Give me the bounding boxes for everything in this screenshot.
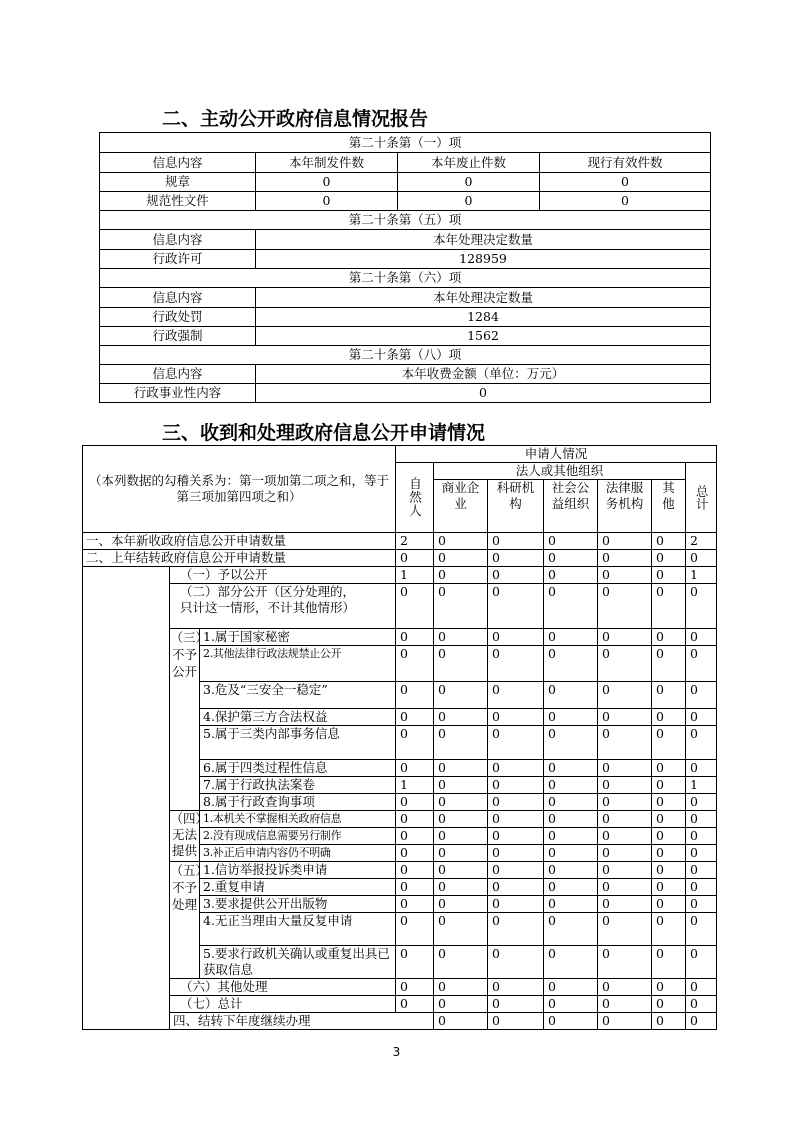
result-group-cell <box>83 567 170 1030</box>
cell-value: 0 <box>598 777 652 794</box>
group3-label <box>170 629 209 811</box>
cell-value: 0 <box>598 726 652 760</box>
cell-value: 0 <box>652 946 686 979</box>
cell-value: 0 <box>434 777 488 794</box>
row-label: （七）总计 <box>170 996 396 1013</box>
cell-value: 0 <box>396 584 434 629</box>
item-label: 6.属于四类过程性信息 <box>200 760 396 777</box>
cell-value: 0 <box>652 811 686 828</box>
cell-value: 0 <box>396 862 434 879</box>
cell-value: 0 <box>598 862 652 879</box>
cell-value: 0 <box>434 584 488 629</box>
cell-value: 0 <box>686 913 717 946</box>
row-new-label: 一、本年新收政府信息公开申请数量 <box>83 533 396 550</box>
item-label: 3.危及“三安全一稳定” <box>200 682 396 709</box>
cell-value: 0 <box>488 913 544 946</box>
col-header: 信息内容 <box>100 288 256 308</box>
cell-value: 0 <box>652 682 686 709</box>
item-label: 5.属于三类内部事务信息 <box>200 726 396 760</box>
natural-person-header <box>396 463 434 533</box>
cell-value: 0 <box>652 533 686 550</box>
col-header: 信息内容 <box>100 230 256 250</box>
cell-value: 0 <box>598 760 652 777</box>
col-header: 信息内容 <box>100 365 256 384</box>
cell-value: 0 <box>544 913 598 946</box>
cell-value: 0 <box>488 1013 544 1030</box>
cell-value: 0 <box>434 896 488 913</box>
cell-value: 0 <box>686 726 717 760</box>
application-table <box>82 445 717 1030</box>
cell-value: 0 <box>544 646 598 682</box>
cell-value: 0 <box>396 946 434 979</box>
cell-value: 0 <box>544 794 598 811</box>
cell-value: 0 <box>544 979 598 996</box>
section2-title: 二、主动公开政府信息情况报告 <box>162 108 429 130</box>
cell-value: 0 <box>652 845 686 862</box>
item-label: 8.属于行政查询事项 <box>200 794 396 811</box>
cell-value: 0 <box>598 629 652 646</box>
item-label: 1.本机关不掌握相关政府信息 <box>200 811 396 828</box>
cell-value: 0 <box>544 896 598 913</box>
cell-value: 1284 <box>256 308 711 327</box>
col-legal-service: 法律服务机构 <box>598 480 652 533</box>
col-header: 本年处理决定数量 <box>256 288 711 308</box>
cell-value: 0 <box>488 996 544 1013</box>
cell-value: 0 <box>488 794 544 811</box>
item-label: 2.没有现成信息需要另行制作 <box>200 828 396 845</box>
cell-value: 0 <box>544 709 598 726</box>
cell-value: 0 <box>488 646 544 682</box>
cell-value: 0 <box>434 1013 488 1030</box>
cell-value: 0 <box>396 760 434 777</box>
cell-value: 0 <box>488 584 544 629</box>
cell-value: 0 <box>396 845 434 862</box>
total-label: 总计 <box>694 485 710 510</box>
cell-value: 0 <box>488 550 544 567</box>
cell-value: 0 <box>686 828 717 845</box>
cell-value: 0 <box>544 760 598 777</box>
cell-value: 0 <box>686 979 717 996</box>
cell-value: 0 <box>686 794 717 811</box>
cell-value: 0 <box>544 777 598 794</box>
cell-value: 0 <box>544 946 598 979</box>
cell-value: 0 <box>652 584 686 629</box>
cell-value: 0 <box>598 550 652 567</box>
cell-value: 0 <box>434 567 488 584</box>
cell-value: 0 <box>396 726 434 760</box>
art20-6-header: 第二十条第（六）项 <box>100 269 711 288</box>
cell-value: 0 <box>544 584 598 629</box>
cell-value: 0 <box>598 996 652 1013</box>
applicant-header: 申请人情况 <box>396 446 717 463</box>
group5-text: （五）不予处理 <box>170 863 209 912</box>
cell-value: 0 <box>488 979 544 996</box>
cell-value: 0 <box>398 192 540 211</box>
cell-value: 0 <box>652 996 686 1013</box>
active-disclosure-table <box>99 132 711 403</box>
col-header: 现行有效件数 <box>540 153 711 173</box>
cell-value: 0 <box>686 845 717 862</box>
cell-value: 0 <box>488 533 544 550</box>
row-label: （二）部分公开（区分处理的，只计这一情形，不计其他情形） <box>170 584 396 629</box>
cell-value: 0 <box>598 828 652 845</box>
cell-value: 0 <box>686 682 717 709</box>
cell-value: 0 <box>544 1013 598 1030</box>
art20-1-header: 第二十条第（一）项 <box>100 133 711 153</box>
cell-value: 2 <box>686 533 717 550</box>
cell-value: 0 <box>488 682 544 709</box>
cell-value: 0 <box>598 567 652 584</box>
cell-value: 0 <box>434 879 488 896</box>
cell-value: 0 <box>544 726 598 760</box>
cell-value: 0 <box>686 862 717 879</box>
item-label: 3.补正后申请内容仍不明确 <box>200 845 396 862</box>
cell-value: 0 <box>434 862 488 879</box>
note-text: （本列数据的勾稽关系为：第一项加第二项之和，等于第三项加第四项之和） <box>89 473 390 504</box>
cell-value: 0 <box>396 996 434 1013</box>
col-commercial: 商业企业 <box>434 480 488 533</box>
row-next-label: 四、结转下年度继续办理 <box>170 1013 434 1030</box>
cell-value: 0 <box>434 828 488 845</box>
cell-value: 0 <box>652 726 686 760</box>
item-label: 4.保护第三方合法权益 <box>200 709 396 726</box>
cell-value: 0 <box>488 629 544 646</box>
cell-value: 0 <box>544 879 598 896</box>
cell-value: 0 <box>396 979 434 996</box>
cell-value: 0 <box>488 879 544 896</box>
cell-value: 0 <box>686 760 717 777</box>
cell-value: 0 <box>396 794 434 811</box>
cell-value: 0 <box>598 979 652 996</box>
cell-value: 0 <box>686 896 717 913</box>
cell-value: 0 <box>544 845 598 862</box>
art20-5-header: 第二十条第（五）项 <box>100 211 711 230</box>
col-header: 信息内容 <box>100 153 256 173</box>
cell-value: 0 <box>598 946 652 979</box>
cell-value: 0 <box>434 946 488 979</box>
cell-value: 0 <box>396 646 434 682</box>
cell-value: 0 <box>686 709 717 726</box>
cell-value: 0 <box>686 646 717 682</box>
cell-value: 0 <box>686 879 717 896</box>
cell-value: 0 <box>598 811 652 828</box>
row-label: 行政事业性内容 <box>100 384 256 403</box>
cell-value: 0 <box>396 896 434 913</box>
cell-value: 0 <box>598 682 652 709</box>
natural-person-label: 自然人 <box>407 477 423 518</box>
cell-value: 0 <box>598 845 652 862</box>
cell-value: 0 <box>598 584 652 629</box>
section3-title: 三、收到和处理政府信息公开申请情况 <box>162 422 486 444</box>
cell-value: 0 <box>488 567 544 584</box>
cell-value: 0 <box>434 845 488 862</box>
cell-value: 0 <box>488 862 544 879</box>
cell-value: 0 <box>544 550 598 567</box>
cell-value: 0 <box>434 996 488 1013</box>
cell-value: 0 <box>488 845 544 862</box>
cell-value: 0 <box>686 550 717 567</box>
cell-value: 0 <box>598 896 652 913</box>
cell-value: 0 <box>256 384 711 403</box>
item-label: 4.无正当理由大量反复申请 <box>200 913 396 946</box>
col-header: 本年处理决定数量 <box>256 230 711 250</box>
item-label: 3.要求提供公开出版物 <box>200 896 396 913</box>
cell-value: 128959 <box>256 250 711 269</box>
item-label: 7.属于行政执法案卷 <box>200 777 396 794</box>
cell-value: 0 <box>540 173 711 192</box>
cell-value: 0 <box>686 584 717 629</box>
row-label: 规章 <box>100 173 256 192</box>
cell-value: 0 <box>686 996 717 1013</box>
cell-value: 1 <box>396 777 434 794</box>
cell-value: 0 <box>396 629 434 646</box>
row-label: 行政处罚 <box>100 308 256 327</box>
cell-value: 0 <box>544 828 598 845</box>
cell-value: 0 <box>544 862 598 879</box>
total-header <box>686 463 717 533</box>
row-label: 行政强制 <box>100 327 256 346</box>
cell-value: 0 <box>488 709 544 726</box>
cell-value: 0 <box>652 550 686 567</box>
item-label: 2.重复申请 <box>200 879 396 896</box>
cell-value: 0 <box>434 629 488 646</box>
cell-value: 0 <box>488 828 544 845</box>
group5-label <box>170 862 209 979</box>
cell-value: 0 <box>652 828 686 845</box>
cell-value: 0 <box>434 913 488 946</box>
cell-value: 0 <box>488 760 544 777</box>
cell-value: 0 <box>652 879 686 896</box>
cell-value: 0 <box>488 811 544 828</box>
cell-value: 0 <box>652 709 686 726</box>
cell-value: 0 <box>544 996 598 1013</box>
cell-value: 0 <box>598 709 652 726</box>
cell-value: 1 <box>686 567 717 584</box>
cell-value: 0 <box>652 567 686 584</box>
cell-value: 0 <box>598 646 652 682</box>
cell-value: 0 <box>686 946 717 979</box>
cell-value: 0 <box>434 646 488 682</box>
item-label: 5.要求行政机关确认或重复出具已获取信息 <box>200 946 396 979</box>
col-other: 其他 <box>652 480 686 533</box>
cell-value: 0 <box>544 811 598 828</box>
cell-value: 0 <box>434 726 488 760</box>
cell-value: 0 <box>652 1013 686 1030</box>
cell-value: 0 <box>652 979 686 996</box>
cell-value: 0 <box>434 979 488 996</box>
row-label: （六）其他处理 <box>170 979 396 996</box>
col-research: 科研机构 <box>488 480 544 533</box>
cell-value: 0 <box>598 794 652 811</box>
col-public-welfare: 社会公益组织 <box>544 480 598 533</box>
group4-label <box>170 811 209 862</box>
cell-value: 0 <box>686 811 717 828</box>
cell-value: 0 <box>396 879 434 896</box>
cell-value: 0 <box>396 550 434 567</box>
cell-value: 0 <box>434 682 488 709</box>
cell-value: 0 <box>686 1013 717 1030</box>
cell-value: 0 <box>488 726 544 760</box>
row-label: 规范性文件 <box>100 192 256 211</box>
cell-value: 0 <box>652 760 686 777</box>
cell-value: 0 <box>598 879 652 896</box>
cell-value: 0 <box>488 896 544 913</box>
cell-value: 2 <box>396 533 434 550</box>
cell-value: 0 <box>652 629 686 646</box>
cell-value: 0 <box>652 646 686 682</box>
cell-value: 0 <box>544 682 598 709</box>
row-label: 行政许可 <box>100 250 256 269</box>
cell-value: 0 <box>434 760 488 777</box>
cell-value: 0 <box>434 709 488 726</box>
table-note <box>83 446 396 533</box>
col-header: 本年制发件数 <box>256 153 398 173</box>
cell-value: 0 <box>652 913 686 946</box>
cell-value: 0 <box>434 811 488 828</box>
cell-value: 0 <box>488 777 544 794</box>
cell-value: 0 <box>256 173 398 192</box>
cell-value: 0 <box>396 828 434 845</box>
cell-value: 0 <box>396 913 434 946</box>
cell-value: 0 <box>598 1013 652 1030</box>
page-number: 3 <box>392 1045 401 1059</box>
art20-8-header: 第二十条第（八）项 <box>100 346 711 365</box>
legal-header: 法人或其他组织 <box>434 463 686 480</box>
group4-text: （四）无法提供 <box>170 811 209 858</box>
item-label: 1.属于国家秘密 <box>200 629 396 646</box>
group3-text: （三）不予公开 <box>170 630 209 679</box>
cell-value: 0 <box>544 533 598 550</box>
item-label: 1.信访举报投诉类申请 <box>200 862 396 879</box>
cell-value: 1 <box>396 567 434 584</box>
cell-value: 0 <box>396 811 434 828</box>
cell-value: 0 <box>652 777 686 794</box>
cell-value: 0 <box>488 946 544 979</box>
cell-value: 0 <box>598 913 652 946</box>
cell-value: 0 <box>434 794 488 811</box>
col-header: 本年收费金额（单位：万元） <box>256 365 711 384</box>
row-carry-label: 二、上年结转政府信息公开申请数量 <box>83 550 396 567</box>
cell-value: 0 <box>598 533 652 550</box>
cell-value: 0 <box>652 896 686 913</box>
cell-value: 0 <box>652 862 686 879</box>
cell-value: 0 <box>544 567 598 584</box>
cell-value: 0 <box>652 794 686 811</box>
cell-value: 0 <box>396 709 434 726</box>
cell-value: 0 <box>434 550 488 567</box>
cell-value: 1 <box>686 777 717 794</box>
cell-value: 0 <box>434 533 488 550</box>
cell-value: 0 <box>686 629 717 646</box>
cell-value: 1562 <box>256 327 711 346</box>
col-header: 本年废止件数 <box>398 153 540 173</box>
cell-value: 0 <box>398 173 540 192</box>
cell-value: 0 <box>396 682 434 709</box>
row-label: （一）予以公开 <box>170 567 396 584</box>
item-label: 2.其他法律行政法规禁止公开 <box>200 646 396 682</box>
cell-value: 0 <box>544 629 598 646</box>
cell-value: 0 <box>540 192 711 211</box>
cell-value: 0 <box>256 192 398 211</box>
